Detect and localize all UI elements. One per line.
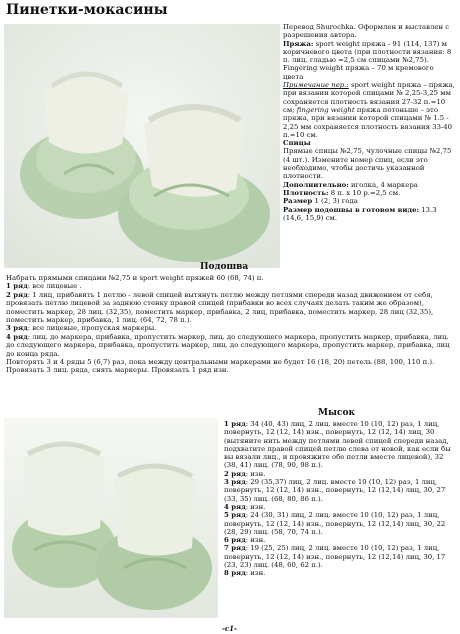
row-text: : изн. — [245, 469, 266, 478]
sole-size-info — [283, 206, 456, 223]
sole-size-label: Размер подошвы в готовом виде: — [283, 205, 420, 214]
size-text: 1 (2, 3) года — [314, 197, 358, 206]
sole-heading: Подошва — [200, 262, 249, 272]
extra-label: Дополнительно: — [283, 180, 349, 189]
row-label: 7 ряд — [224, 544, 246, 553]
page-title: Пинетки-мокасины — [6, 2, 168, 18]
sole-instructions — [6, 274, 454, 375]
cast-on: Набрать прямыми спицами №2,75 и sport weight пряжей 60 (68, 74) п. — [6, 274, 264, 282]
row-label: 2 ряд — [224, 469, 246, 478]
toe-instructions — [224, 420, 456, 578]
intro-block — [283, 23, 456, 222]
fingering-yarn: Fingering weight пряжа – 70 м кремового цвета — [283, 64, 434, 81]
sole-finish: Провязать 3 лиц. ряда, снять маркеры. Провязать 1 ряд изн. — [6, 366, 229, 375]
gauge-text: 8 п. х 10 р.=2,5 см. — [330, 188, 401, 197]
needles-label: Спицы — [283, 139, 311, 148]
sole-row-3 — [6, 324, 454, 332]
sole-repeat: Повторять 3 и 4 ряды 5 (6,7) раз, пока между центральными маркерами не будет 16 (18, 20) петель (88, 100, 110 п.). — [6, 358, 435, 367]
toe-row — [224, 569, 456, 577]
yarn-text: sport weight пряжа - 91 (114, 137) м коричневого цвета (при плотности вязания: 8 п. лиц. гладью =2,5 см спицами №2,75). — [283, 39, 452, 65]
row-text: : 1 лиц, прибавить 1 петлю - левой спицей вытянуть петлю между петлями спереди назад движением от себя, провязать петлю лицевой за заднюю стенку правой спицей (прибавки во всех случаях делать таким же образом), поместить маркер, 28 лиц. (32,35), поместить маркер, прибавка, 2 лиц, прибавка, поместить маркер, 28 лиц (32,35), поместить маркер, прибавка, 1 лиц. (64, 72, 78 п.). — [6, 290, 434, 325]
translator-note — [283, 81, 456, 139]
row-label: 4 ряд — [224, 502, 246, 511]
row-text: : лиц. до маркера, прибавка, пропустить маркер, лиц. до следующего маркера, пропустить маркер, прибавка, лиц. до следующего маркера, прибавка, пропустить маркер, лиц. до следующего маркера, пропустить маркер, прибавка, лиц до конца ряда. — [6, 332, 450, 358]
size-label: Размер — [283, 197, 313, 206]
row-text: : все лицевые, пропуская маркеры. — [27, 324, 157, 333]
translation-credit: Перевод Shurochka. Оформлен и выставлен с разрешения автора. — [283, 23, 450, 40]
toe-heading: Мысок — [318, 408, 355, 418]
row-text: : изн. — [245, 569, 266, 578]
gauge-label: Плотность: — [283, 188, 329, 197]
row-label: 8 ряд — [224, 569, 246, 578]
row-label: 3 ряд — [6, 324, 28, 333]
toe-row — [224, 503, 456, 511]
page-number: -c1- — [222, 624, 237, 633]
row-label: 3 ряд — [224, 478, 246, 487]
toe-row — [224, 544, 456, 569]
toe-row — [224, 536, 456, 544]
row-text: : изн. — [245, 502, 266, 511]
sole-size-text: 13.3 (14,6, 15,9) см. — [283, 205, 437, 222]
extra-info — [283, 181, 456, 189]
sole-row-2 — [6, 291, 454, 325]
fingering-text: пряжа потоньше – это пряжа, при вязании которой спицами № 1.5 - 2,25 мм сохраняется плотность вязания 33-40 п.=10 см. — [283, 105, 453, 139]
yarn-info — [283, 40, 456, 65]
sole-row-4 — [6, 333, 454, 358]
row-label: 5 ряд — [224, 511, 246, 520]
row-label: 1 ряд — [224, 420, 246, 428]
toe-row — [224, 470, 456, 478]
row-text: : 29 (35,37) лиц, 2 лиц. вместе 10 (10, 12) раз, 1 лиц, повернуть, 12 (12, 14) изн., повернуть, 12 (12,14) лиц, 30, 27 (33, 35) лиц. (68, 80, 86 п.). — [224, 478, 446, 503]
gauge-info — [283, 189, 456, 197]
booties-photo-bottom — [4, 418, 218, 618]
row-label: 4 ряд — [6, 332, 28, 341]
toe-row — [224, 420, 456, 470]
row-label: 1 ряд — [6, 282, 28, 291]
row-text: : 34 (40, 43) лиц, 2 лиц. вместе 10 (10, 12) раз, 1 лиц, повернуть, 12 (12, 14) изн., повернуть, 12 (12, 14) лиц, 30 (вытяните нить между петлями левой спицей спереди назад, подхватите правой спицей петлю слева от новой, как если бы вы вязали лиц., и провяжите обе петли вместе лицевой), 32 (38, 41) лиц. (78, 90, 98 п.). — [224, 420, 451, 470]
note-label: Примечание пер.: — [283, 81, 349, 90]
booties-photo-top — [4, 24, 280, 268]
note-text: sport weight пряжа – пряжа, при вязании которой спицами № 2,25-3,25 мм сохраняется плотность вязания 27-32 п.=10 см; — [283, 81, 455, 114]
row-label: 6 ряд — [224, 536, 246, 545]
size-info — [283, 197, 456, 205]
yarn-label: Пряжа: — [283, 39, 314, 48]
extra-text: иголка, 4 маркера — [350, 180, 418, 189]
row-text: : изн. — [245, 536, 266, 545]
toe-row — [224, 478, 456, 503]
sole-row-1 — [6, 282, 454, 290]
toe-row — [224, 511, 456, 536]
needles-text: Прямые спицы №2,75, чулочные спицы №2,75 (4 шт.). Измените номер спиц, если это необходимо, чтобы достичь указанной плотности. — [283, 147, 452, 181]
row-text: : 19 (25, 25) лиц, 2 лиц. вместе 10 (10, 12) раз, 1 лиц, повернуть, 12 (12, 14) изн., повернуть, 12 (12,14) лиц, 30, 17 (23, 23) лиц. (48, 60, 62 п.). — [224, 544, 446, 570]
row-label: 2 ряд — [6, 290, 28, 299]
fingering-label: fingering weight — [296, 105, 355, 114]
row-text: : все лицевые . — [27, 282, 82, 291]
row-text: : 24 (30, 31) лиц, 2 лиц. вместе 10 (10, 12) раз, 1 лиц, повернуть, 12 (12, 14) изн., повернуть, 12 (12,14) лиц, 30, 22 (28, 29) лиц. (58, 70, 74 п.). — [224, 511, 446, 536]
